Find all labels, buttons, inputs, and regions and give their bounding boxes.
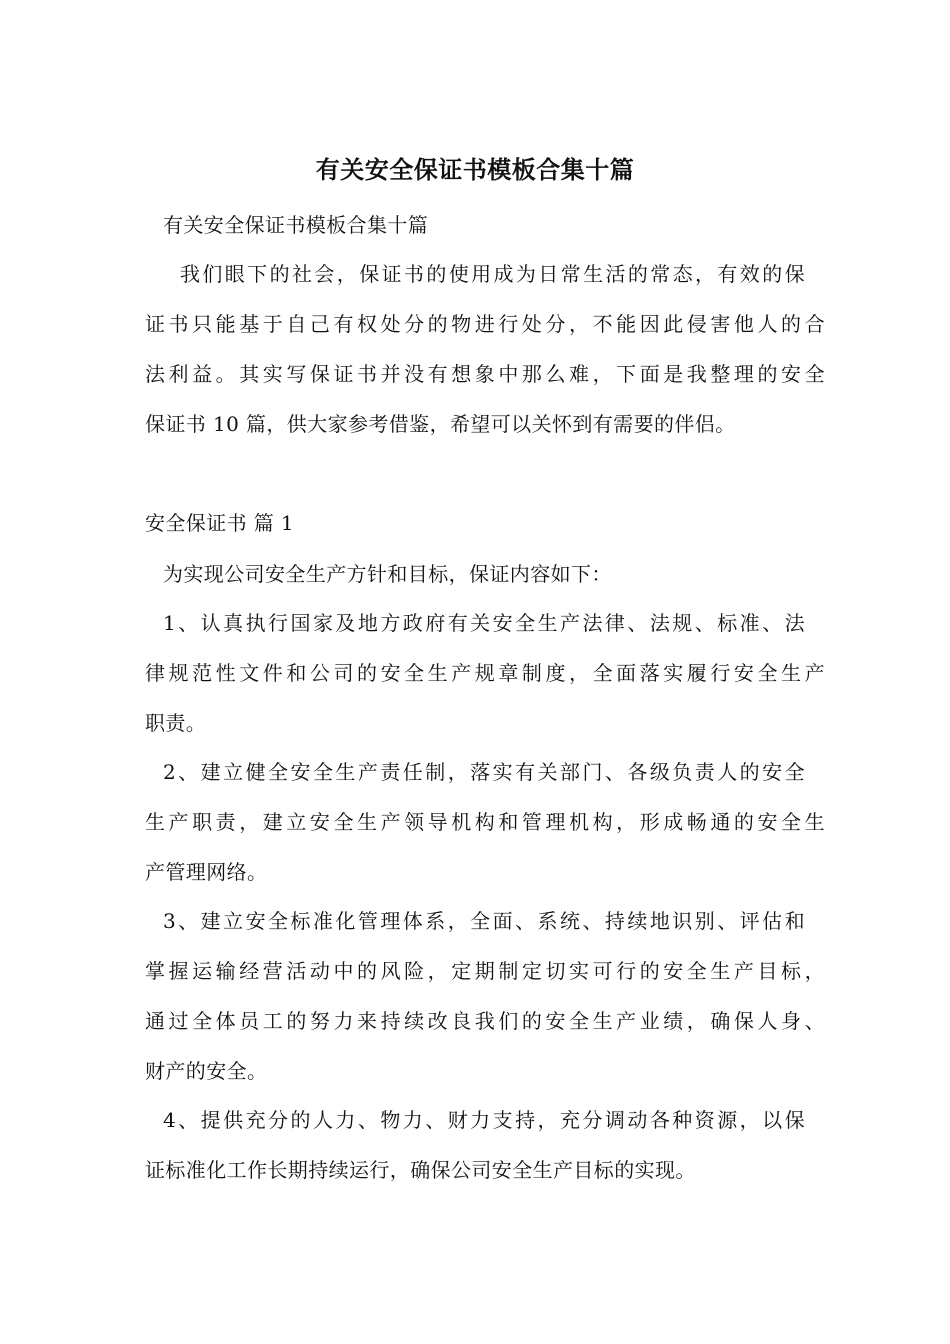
document-subtitle: 有关安全保证书模板合集十篇 [163,213,429,237]
item1-line-1: 1、认真执行国家及地方政府有关安全生产法律、法规、标准、法 [163,611,805,635]
item3-line-3: 通过全体员工的努力来持续改良我们的安全生产业绩，确保人身、 [145,1009,825,1033]
intro-line-4: 保证书 10 篇，供大家参考借鉴，希望可以关怀到有需要的伴侣。 [145,412,736,436]
section-heading: 安全保证书 篇 1 [145,511,295,535]
item3-line-1: 3、建立安全标准化管理体系，全面、系统、持续地识别、评估和 [163,909,805,933]
item2-line-3: 产管理网络。 [145,860,268,884]
item3-line-4: 财产的安全。 [145,1059,268,1083]
document-title: 有关安全保证书模板合集十篇 [315,156,635,184]
intro-line-1: 我们眼下的社会，保证书的使用成为日常生活的常态，有效的保 [180,262,805,286]
item1-line-3: 职责。 [145,711,207,735]
intro-line-3: 法利益。其实写保证书并没有想象中那么难，下面是我整理的安全 [145,362,825,386]
intro-line-2: 证书只能基于自己有权处分的物进行处分，不能因此侵害他人的合 [145,312,825,336]
item3-line-2: 掌握运输经营活动中的风险，定期制定切实可行的安全生产目标， [145,959,825,983]
item2-line-2: 生产职责，建立安全生产领导机构和管理机构，形成畅通的安全生 [145,810,825,834]
section-intro: 为实现公司安全生产方针和目标，保证内容如下： [163,562,612,586]
item2-line-1: 2、建立健全安全生产责任制，落实有关部门、各级负责人的安全 [163,760,805,784]
item4-line-2: 证标准化工作长期持续运行，确保公司安全生产目标的实现。 [145,1158,696,1182]
item4-line-1: 4、提供充分的人力、物力、财力支持，充分调动各种资源，以保 [163,1108,805,1132]
item1-line-2: 律规范性文件和公司的安全生产规章制度，全面落实履行安全生产 [145,661,825,685]
